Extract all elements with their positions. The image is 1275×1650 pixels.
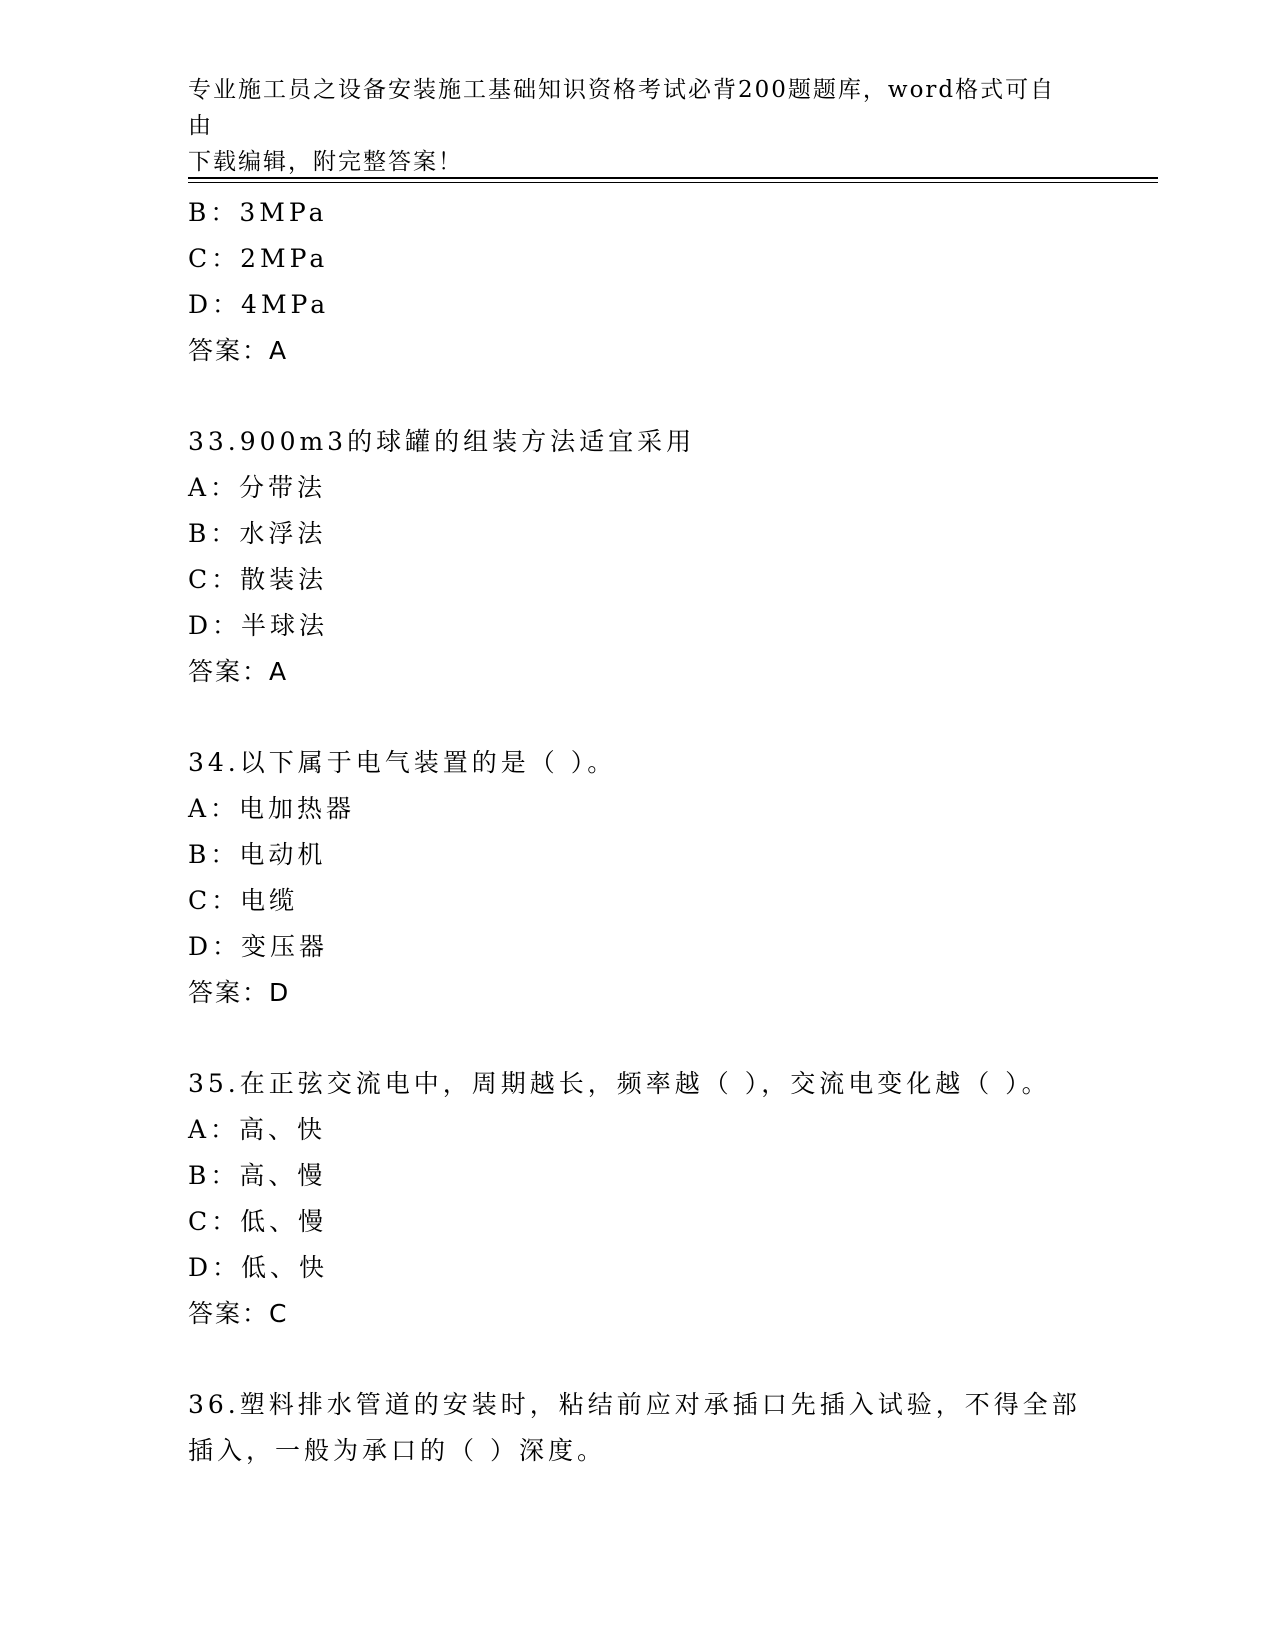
q35-option-a: A：高、快 bbox=[188, 1115, 327, 1144]
q34-option-a: A：电加热器 bbox=[188, 794, 356, 823]
q33-option-c: C：散装法 bbox=[188, 565, 328, 594]
q33-option-a: A：分带法 bbox=[188, 473, 327, 502]
q32-option-d: D：4MPa bbox=[188, 290, 330, 319]
question-34-block bbox=[188, 740, 1088, 1016]
q32-option-c: C：2MPa bbox=[188, 244, 329, 273]
q32-option-b: B：3MPa bbox=[188, 198, 328, 227]
q35-option-b: B：高、慢 bbox=[188, 1161, 327, 1190]
q33-question: 33.900m3的球罐的组装方法适宜采用 bbox=[188, 427, 696, 456]
q36-question-line-1: 36.塑料排水管道的安装时，粘结前应对承插口先插入试验，不得全部 bbox=[188, 1390, 1081, 1419]
document-header bbox=[188, 72, 1068, 180]
q34-option-d: D：变压器 bbox=[188, 932, 329, 961]
q35-question: 35.在正弦交流电中，周期越长，频率越（ ），交流电变化越（ ）。 bbox=[188, 1069, 1051, 1098]
q34-option-b: B：电动机 bbox=[188, 840, 327, 869]
spacer bbox=[188, 1016, 1088, 1061]
header-title-line-2: 下载编辑，附完整答案！ bbox=[188, 149, 463, 175]
q35-answer: 答案：C bbox=[188, 1299, 289, 1328]
q35-option-d: D：低、快 bbox=[188, 1253, 329, 1282]
header-title-line-1: 专业施工员之设备安装施工基础知识资格考试必背200题题库，word格式可自由 bbox=[188, 77, 1056, 139]
question-32-block bbox=[188, 190, 1088, 374]
q32-answer: 答案：A bbox=[188, 336, 289, 365]
q34-question: 34.以下属于电气装置的是（ ）。 bbox=[188, 748, 617, 777]
q35-option-c: C：低、慢 bbox=[188, 1207, 328, 1236]
question-35-block bbox=[188, 1061, 1088, 1337]
q33-option-b: B：水浮法 bbox=[188, 519, 327, 548]
question-36-block bbox=[188, 1382, 1081, 1474]
header-divider-thick bbox=[188, 177, 1158, 179]
q36-question-line-2: 插入，一般为承口的（ ）深度。 bbox=[188, 1436, 606, 1465]
question-list bbox=[188, 190, 1088, 1474]
spacer bbox=[188, 374, 1088, 419]
spacer bbox=[188, 1337, 1088, 1382]
question-33-block bbox=[188, 419, 1088, 695]
header-divider-thin bbox=[188, 182, 1158, 183]
q33-answer: 答案：A bbox=[188, 657, 289, 686]
q33-option-d: D：半球法 bbox=[188, 611, 329, 640]
spacer bbox=[188, 695, 1088, 740]
q34-option-c: C：电缆 bbox=[188, 886, 299, 915]
q34-answer: 答案：D bbox=[188, 978, 291, 1007]
